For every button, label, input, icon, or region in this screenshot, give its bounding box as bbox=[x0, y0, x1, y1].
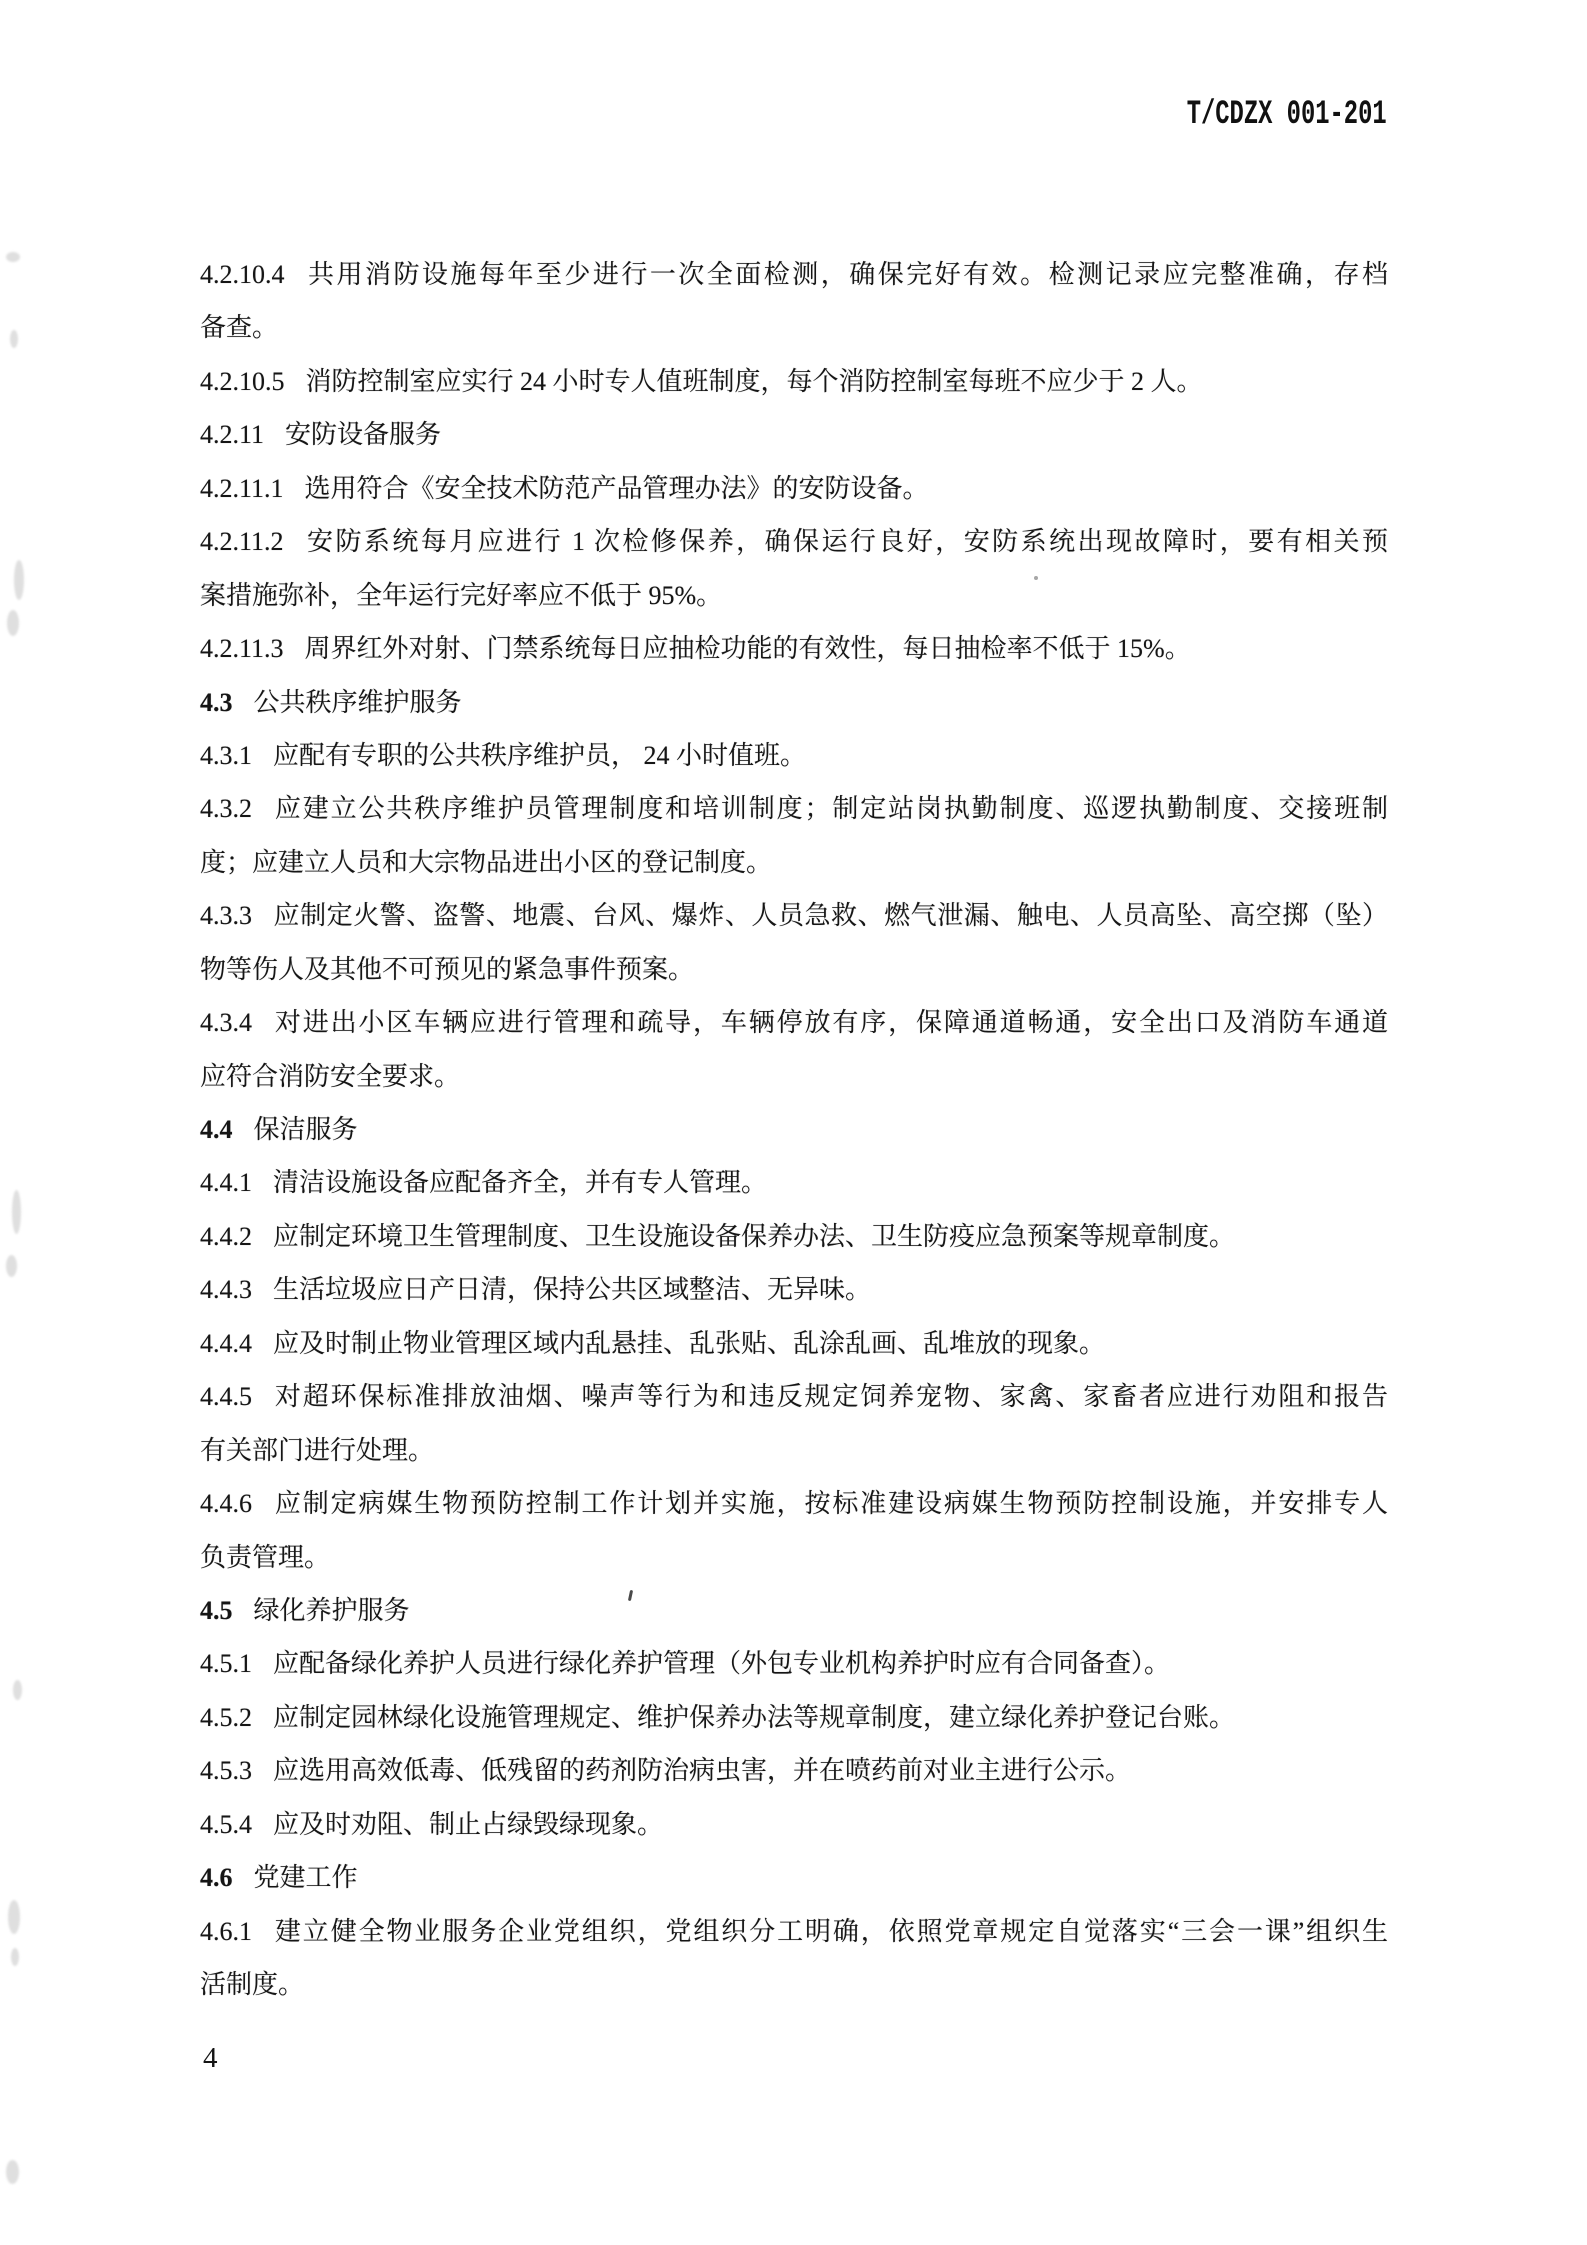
clause-text: 活制度。 bbox=[200, 1970, 305, 1999]
scan-artifact bbox=[12, 1190, 21, 1234]
clause-text: 应及时劝阻、制止占绿毁绿现象。 bbox=[273, 1809, 664, 1839]
clause-number: 4.3 bbox=[200, 687, 233, 717]
clause-text: 党建工作 bbox=[253, 1863, 358, 1893]
text-line bbox=[200, 355, 1388, 408]
clause-text: 消防控制室应实行 24 小时专人值班制度，每个消防控制室每班不应少于 2 人。 bbox=[305, 366, 1203, 396]
clause-number: 4.4 bbox=[200, 1115, 233, 1144]
clause-number: 4.2.11.1 bbox=[200, 473, 284, 503]
text-line bbox=[200, 622, 1388, 675]
scan-artifact bbox=[14, 560, 24, 600]
page-number: 4 bbox=[203, 2042, 218, 2074]
text-line bbox=[200, 569, 1388, 622]
clause-text: 清洁设施设备应配备齐全，并有专人管理。 bbox=[273, 1168, 768, 1198]
text-line bbox=[200, 515, 1388, 568]
clause-text: 公共秩序维护服务 bbox=[253, 687, 462, 717]
text-line bbox=[200, 1531, 1388, 1584]
text-line bbox=[200, 1637, 1388, 1690]
clause-text: 应符合消防安全要求。 bbox=[200, 1061, 461, 1091]
text-line bbox=[200, 1958, 1388, 2011]
clause-number: 4.5 bbox=[200, 1595, 233, 1625]
clause-text: 共用消防设施每年至少进行一次全面检测，确保完好有效。检测记录应完整准确，存档 bbox=[305, 260, 1388, 289]
text-line bbox=[200, 996, 1388, 1049]
clause-text: 对超环保标准排放油烟、噪声等行为和违反规定饲养宠物、家禽、家畜者应进行劝阻和报告 bbox=[273, 1382, 1388, 1412]
text-line bbox=[200, 676, 1388, 729]
clause-number: 4.3.1 bbox=[200, 740, 252, 770]
text-line bbox=[200, 1691, 1388, 1744]
scan-artifact bbox=[6, 252, 20, 262]
clause-number: 4.4.1 bbox=[200, 1168, 252, 1198]
clause-number: 4.2.11.2 bbox=[200, 527, 284, 557]
text-line bbox=[200, 248, 1388, 301]
clause-text: 备查。 bbox=[200, 313, 279, 343]
text-line bbox=[200, 729, 1388, 782]
scan-artifact bbox=[6, 1255, 17, 1277]
clause-number: 4.5.2 bbox=[200, 1702, 252, 1732]
clause-number: 4.2.11.3 bbox=[200, 634, 284, 664]
text-line bbox=[200, 1103, 1388, 1156]
text-line bbox=[200, 1851, 1388, 1904]
text-line bbox=[200, 943, 1388, 996]
clause-text: 选用符合《安全技术防范产品管理办法》的安防设备。 bbox=[304, 473, 929, 503]
clause-text: 安防系统每月应进行 1 次检修保养，确保运行良好，安防系统出现故障时，要有相关预 bbox=[304, 527, 1388, 557]
clause-text: 应建立公共秩序维护员管理制度和培训制度；制定站岗执勤制度、巡逻执勤制度、交接班制 bbox=[273, 794, 1388, 824]
text-line bbox=[200, 1317, 1388, 1370]
clause-text: 安防设备服务 bbox=[285, 420, 442, 450]
clause-text: 有关部门进行处理。 bbox=[200, 1435, 435, 1465]
clause-number: 4.3.3 bbox=[200, 901, 252, 931]
clause-text: 度；应建立人员和大宗物品进出小区的登记制度。 bbox=[200, 847, 773, 877]
text-line bbox=[200, 1050, 1388, 1103]
text-line bbox=[200, 889, 1388, 942]
clause-text: 保洁服务 bbox=[253, 1115, 358, 1144]
text-line bbox=[200, 462, 1388, 515]
clause-text: 应及时制止物业管理区域内乱悬挂、乱张贴、乱涂乱画、乱堆放的现象。 bbox=[273, 1328, 1106, 1358]
clause-number: 4.3.2 bbox=[200, 794, 252, 824]
clause-text: 物等伤人及其他不可预见的紧急事件预案。 bbox=[200, 954, 695, 984]
text-line bbox=[200, 1905, 1388, 1958]
text-line bbox=[200, 782, 1388, 835]
clause-number: 4.4.4 bbox=[200, 1328, 252, 1358]
clause-number: 4.6 bbox=[200, 1863, 233, 1893]
clause-text: 应选用高效低毒、低残留的药剂防治病虫害，并在喷药前对业主进行公示。 bbox=[273, 1756, 1132, 1786]
body-lines bbox=[200, 248, 1388, 2011]
text-line bbox=[200, 836, 1388, 889]
clause-number: 4.2.11 bbox=[200, 420, 265, 450]
text-line bbox=[200, 1156, 1388, 1209]
clause-text: 绿化养护服务 bbox=[253, 1595, 410, 1625]
clause-text: 生活垃圾应日产日清，保持公共区域整洁、无异味。 bbox=[273, 1275, 872, 1305]
clause-number: 4.4.3 bbox=[200, 1275, 252, 1305]
scan-artifact bbox=[10, 330, 18, 348]
text-line bbox=[200, 1584, 1388, 1637]
clause-number: 4.4.2 bbox=[200, 1221, 252, 1251]
clause-text: 应配备绿化养护人员进行绿化养护管理（外包专业机构养护时应有合同备查）。 bbox=[273, 1649, 1171, 1679]
clause-number: 4.5.3 bbox=[200, 1756, 252, 1786]
text-line bbox=[200, 1744, 1388, 1797]
clause-number: 4.5.4 bbox=[200, 1809, 252, 1839]
text-line bbox=[200, 1798, 1388, 1851]
clause-text: 应制定环境卫生管理制度、卫生设施设备保养办法、卫生防疫应急预案等规章制度。 bbox=[273, 1221, 1236, 1251]
clause-text: 周界红外对射、门禁系统每日应抽检功能的有效性，每日抽检率不低于 15%。 bbox=[304, 634, 1191, 664]
scan-artifact bbox=[7, 610, 19, 636]
clause-text: 案措施弥补，全年运行完好率应不低于 95%。 bbox=[200, 580, 723, 610]
clause-number: 4.5.1 bbox=[200, 1649, 252, 1679]
clause-number: 4.4.5 bbox=[200, 1382, 252, 1412]
clause-number: 4.3.4 bbox=[200, 1008, 252, 1038]
clause-text: 对进出小区车辆应进行管理和疏导，车辆停放有序，保障通道畅通，安全出口及消防车通道 bbox=[273, 1008, 1388, 1038]
text-line bbox=[200, 1477, 1388, 1530]
text-line bbox=[200, 1424, 1388, 1477]
text-line bbox=[200, 301, 1388, 354]
scan-artifact bbox=[13, 1680, 22, 1700]
clause-number: 4.4.6 bbox=[200, 1489, 252, 1519]
text-line bbox=[200, 1370, 1388, 1423]
clause-number: 4.2.10.5 bbox=[200, 366, 285, 396]
text-line bbox=[200, 1263, 1388, 1316]
text-line bbox=[200, 408, 1388, 461]
text-line bbox=[200, 1210, 1388, 1263]
scan-artifact bbox=[8, 1900, 20, 1934]
clause-text: 应制定病媒生物预防控制工作计划并实施，按标准建设病媒生物预防控制设施，并安排专人 bbox=[273, 1489, 1388, 1519]
scan-artifact bbox=[11, 1948, 19, 1966]
clause-text: 建立健全物业服务企业党组织，党组织分工明确，依照党章规定自觉落实“三会一课”组织生 bbox=[273, 1916, 1388, 1946]
clause-text: 应配有专职的公共秩序维护员， 24 小时值班。 bbox=[273, 740, 807, 770]
clause-text: 应制定园林绿化设施管理规定、维护保养办法等规章制度，建立绿化养护登记台账。 bbox=[273, 1702, 1236, 1732]
scan-artifact bbox=[6, 2160, 19, 2184]
document-number-header: T/CDZX 001-201 bbox=[1187, 96, 1387, 134]
clause-text: 负责管理。 bbox=[200, 1542, 331, 1572]
clause-number: 4.2.10.4 bbox=[200, 260, 285, 289]
clause-number: 4.6.1 bbox=[200, 1916, 252, 1946]
clause-text: 应制定火警、盗警、地震、台风、爆炸、人员急救、燃气泄漏、触电、人员高坠、高空掷（坠） bbox=[273, 901, 1388, 931]
